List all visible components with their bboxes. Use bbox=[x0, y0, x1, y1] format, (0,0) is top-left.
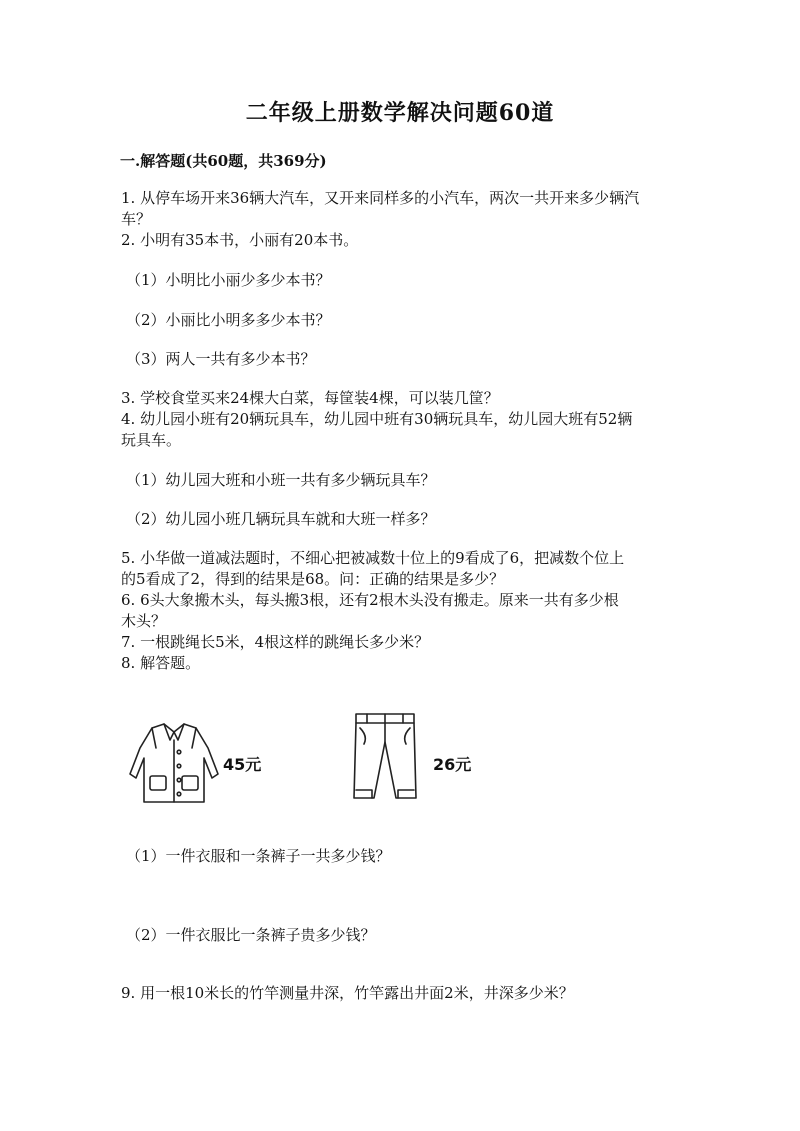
question-9: 9. 用一根10米长的竹竿测量井深，竹竿露出井面2米，井深多少米？ bbox=[121, 984, 574, 1002]
question-2: 2. 小明有35本书，小丽有20本书。 bbox=[121, 231, 359, 249]
question-3: 3. 学校食堂买来24棵大白菜，每筐装4棵，可以装几筐？ bbox=[121, 389, 499, 407]
question-6-line-1: 6. 6头大象搬木头，每头搬3根，还有2根木头没有搬走。原来一共有多少根 bbox=[121, 591, 619, 609]
question-5-line-2: 的5看成了2，得到的结果是68。问：正确的结果是多少？ bbox=[121, 570, 505, 588]
question-2-part-2: （2）小丽比小明多多少本书？ bbox=[126, 311, 331, 329]
question-4-part-1: （1）幼儿园大班和小班一共有多少辆玩具车？ bbox=[126, 471, 436, 489]
question-8-part-2: （2）一件衣服比一条裤子贵多少钱？ bbox=[126, 926, 376, 944]
question-7: 7. 一根跳绳长5米，4根这样的跳绳长多少米？ bbox=[121, 633, 430, 651]
question-2-part-3: （3）两人一共有多少本书？ bbox=[126, 350, 316, 368]
coat-price-label: 45元 bbox=[223, 755, 262, 774]
section-heading: 一.解答题(共60题，共369分) bbox=[120, 152, 327, 170]
page-title: 二年级上册数学解决问题60道 bbox=[245, 100, 555, 126]
question-4-part-2: （2）幼儿园小班几辆玩具车就和大班一样多？ bbox=[126, 510, 436, 528]
question-8: 8. 解答题。 bbox=[121, 654, 201, 672]
question-4-line-1: 4. 幼儿园小班有20辆玩具车，幼儿园中班有30辆玩具车，幼儿园大班有52辆 bbox=[121, 410, 633, 428]
question-1-line-1: 1. 从停车场开来36辆大汽车，又开来同样多的小汽车，两次一共开来多少辆汽 bbox=[121, 189, 640, 207]
coat-illustration bbox=[126, 718, 222, 806]
pants-price-label: 26元 bbox=[433, 755, 472, 774]
question-6-line-2: 木头？ bbox=[121, 612, 167, 630]
question-5-line-1: 5. 小华做一道减法题时，不细心把被减数十位上的9看成了6，把减数个位上 bbox=[121, 549, 625, 567]
question-1-line-2: 车？ bbox=[121, 210, 152, 228]
pants-illustration bbox=[350, 710, 420, 804]
question-4-line-2: 玩具车。 bbox=[121, 431, 182, 449]
question-8-part-1: （1）一件衣服和一条裤子一共多少钱？ bbox=[126, 847, 391, 865]
question-2-part-1: （1）小明比小丽少多少本书？ bbox=[126, 271, 331, 289]
